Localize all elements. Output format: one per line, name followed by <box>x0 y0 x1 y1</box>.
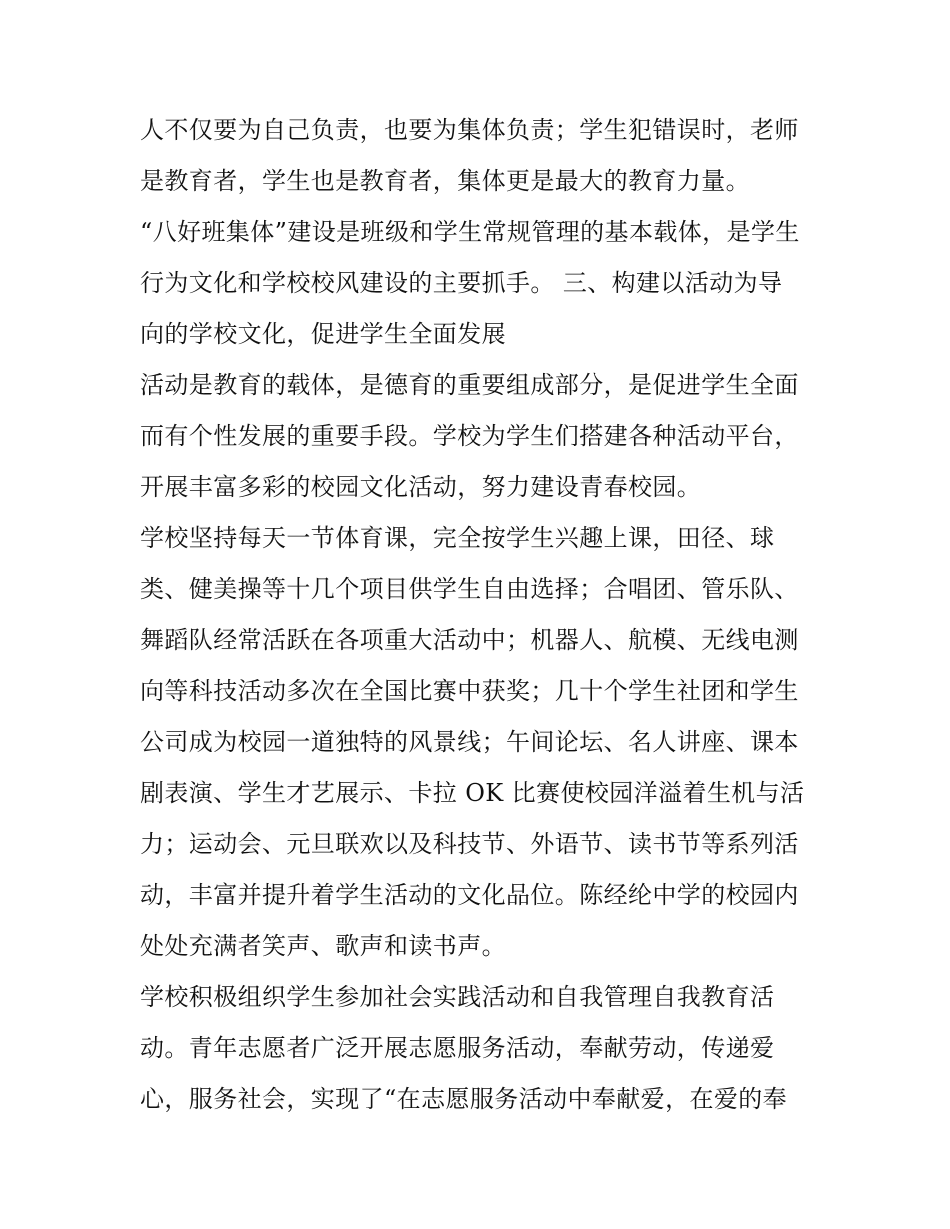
text-line: 动，丰富并提升着学生活动的文化品位。陈经纶中学的校园内 <box>140 881 799 909</box>
text-line: 剧表演、学生才艺展示、卡拉 OK 比赛使校园洋溢着生机与活 <box>140 779 805 807</box>
document-page <box>140 105 820 1125</box>
text-line: 类、健美操等十几个项目供学生自由选择；合唱团、管乐队、 <box>140 575 799 603</box>
text-line: 动。青年志愿者广泛开展志愿服务活动，奉献劳动，传递爱 <box>140 1034 775 1062</box>
text-line: 向等科技活动多次在全国比赛中获奖；几十个学生社团和学生 <box>140 677 799 705</box>
text-line: 处处充满者笑声、歌声和读书声。 <box>140 932 506 960</box>
text-line: 心，服务社会，实现了“在志愿服务活动中奉献爱，在爱的奉 <box>140 1085 788 1113</box>
text-line: 力；运动会、元旦联欢以及科技节、外语节、读书节等系列活 <box>140 830 799 858</box>
text-line: 学校坚持每天一节体育课，完全按学生兴趣上课，田径、球 <box>140 524 775 552</box>
text-line: 是教育者，学生也是教育者，集体更是最大的教育力量。 <box>140 167 750 195</box>
text-line: “八好班集体”建设是班级和学生常规管理的基本载体，是学生 <box>140 218 800 246</box>
text-line: 活动是教育的载体，是德育的重要组成部分，是促进学生全面 <box>140 371 799 399</box>
text-line: 学校积极组织学生参加社会实践活动和自我管理自我教育活 <box>140 983 775 1011</box>
text-line: 行为文化和学校校风建设的主要抓手。 三、构建以活动为导 <box>140 269 783 297</box>
text-line: 舞蹈队经常活跃在各项重大活动中；机器人、航模、无线电测 <box>140 626 799 654</box>
text-line: 向的学校文化，促进学生全面发展 <box>140 320 506 348</box>
text-line: 开展丰富多彩的校园文化活动，努力建设青春校园。 <box>140 473 702 501</box>
text-line: 而有个性发展的重要手段。学校为学生们搭建各种活动平台， <box>140 422 799 450</box>
text-line: 公司成为校园一道独特的风景线；午间论坛、名人讲座、课本 <box>140 728 799 756</box>
text-line: 人不仅要为自己负责，也要为集体负责；学生犯错误时，老师 <box>140 116 799 144</box>
